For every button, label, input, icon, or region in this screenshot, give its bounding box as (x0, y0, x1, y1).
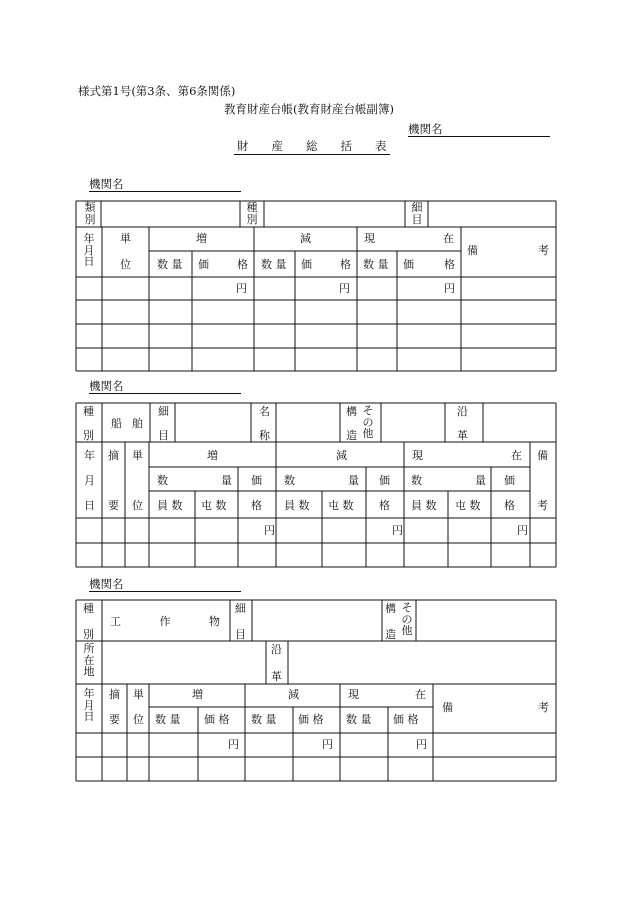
s2-structure-top: 構 (346, 405, 357, 418)
section1-grid (76, 201, 556, 371)
s1-increase-header: 増 (196, 232, 207, 245)
s1-decrease-quantity: 数 量 (261, 258, 287, 271)
s3-decrease-price: 価 格 (298, 713, 324, 726)
s3-current-quantity: 数 量 (346, 713, 372, 726)
s3-structure-name: 工 作 物 (110, 615, 220, 628)
s3-detail-top: 細 (235, 602, 246, 615)
s2-unit-bottom: 位 (132, 499, 143, 512)
s2-current-price-top: 価 (504, 474, 515, 487)
summary-title: 財 産 総 括 表 (237, 139, 387, 153)
s2-structure-bottom: 造 (346, 429, 357, 442)
section2-agency-underline (89, 393, 241, 394)
s1-increase-yen: 円 (236, 282, 247, 295)
s2-type-bottom: 別 (83, 429, 94, 442)
s2-increase-price-bottom: 格 (251, 499, 262, 512)
s2-detail-top: 細 (158, 405, 169, 418)
s1-current-price: 価 格 (403, 258, 455, 271)
s2-unit-top: 単 (132, 449, 143, 462)
header-agency-label: 機関名 (408, 122, 443, 136)
s2-increase-price-top: 価 (251, 474, 262, 487)
s3-structure-top: 構 (385, 602, 396, 615)
s3-history-top: 沿 (271, 643, 282, 656)
s1-type-label: 種 別 (246, 201, 258, 226)
s2-increase-crew: 員 数 (157, 499, 183, 512)
s2-ship-label: 船 舶 (111, 417, 143, 430)
s2-date-year: 年 (84, 449, 95, 462)
s2-decrease-price-bottom: 格 (379, 499, 390, 512)
s2-name-top: 名 (259, 405, 270, 418)
s3-summary-bottom: 要 (109, 713, 120, 726)
s3-unit-bottom: 位 (133, 713, 144, 726)
form-number: 様式第1号(第3条、第6条関係) (78, 84, 236, 98)
s3-current-price: 価 格 (393, 713, 419, 726)
s3-current-yen: 円 (416, 738, 427, 751)
s3-type-top: 種 (83, 602, 94, 615)
s2-increase-quantity: 数 量 (157, 474, 232, 487)
s3-type-bottom: 別 (83, 628, 94, 641)
s3-increase-yen: 円 (228, 738, 239, 751)
s1-unit-top: 単 (120, 232, 131, 245)
s2-current-header: 現 在 (412, 449, 522, 462)
s2-date-day: 日 (84, 499, 95, 512)
s3-summary-top: 摘 (109, 688, 120, 701)
section1-agency-label: 機関名 (89, 177, 124, 191)
s2-history-top: 沿 (457, 405, 468, 418)
s2-decrease-header: 減 (336, 449, 347, 462)
s3-location-label: 所 在 地 (83, 642, 95, 679)
s3-decrease-quantity: 数 量 (251, 713, 277, 726)
s2-increase-tonnage: 屯 数 (201, 499, 227, 512)
s2-date-month: 月 (84, 474, 95, 487)
ledger-title: 教育財産台帳(教育財産台帳副簿) (224, 102, 394, 116)
s1-increase-price: 価 格 (198, 258, 248, 271)
s3-remarks-header: 備 考 (442, 701, 549, 714)
s2-decrease-yen: 円 (392, 524, 403, 537)
s2-decrease-quantity: 数 量 (284, 474, 359, 487)
s3-current-header: 現 在 (348, 688, 426, 701)
s3-decrease-yen: 円 (322, 738, 333, 751)
s1-current-yen: 円 (444, 282, 455, 295)
s1-decrease-price: 価 格 (301, 258, 351, 271)
s3-other-label: そ の 他 (401, 601, 413, 638)
s2-current-crew: 員 数 (411, 499, 437, 512)
s2-decrease-tonnage: 屯 数 (328, 499, 354, 512)
s1-current-quantity: 数 量 (363, 258, 389, 271)
s3-increase-price: 価 格 (204, 713, 230, 726)
s1-increase-quantity: 数 量 (157, 258, 183, 271)
s1-unit-bottom: 位 (120, 258, 131, 271)
s3-increase-header: 増 (192, 688, 203, 701)
section2-agency-label: 機関名 (89, 379, 124, 393)
s2-current-quantity: 数 量 (411, 474, 486, 487)
s2-increase-header: 増 (207, 449, 218, 462)
s1-decrease-yen: 円 (339, 282, 350, 295)
s2-name-bottom: 称 (259, 429, 270, 442)
s2-current-tonnage: 屯 数 (455, 499, 481, 512)
s2-history-bottom: 革 (457, 429, 468, 442)
s2-other-label: そ の 他 (362, 404, 374, 441)
s3-increase-quantity: 数 量 (155, 713, 181, 726)
s2-type-top: 種 (83, 405, 94, 418)
header-agency-underline (408, 136, 550, 137)
s2-current-price-bottom: 格 (504, 499, 515, 512)
s2-summary-top: 摘 (108, 449, 119, 462)
s1-detail-label: 細 目 (411, 201, 423, 226)
s2-remarks-bottom: 考 (537, 499, 548, 512)
s2-detail-bottom: 目 (158, 429, 169, 442)
s2-current-yen: 円 (517, 524, 528, 537)
s2-remarks-top: 備 (537, 449, 548, 462)
section1-agency-underline (89, 191, 241, 192)
s3-decrease-header: 減 (288, 688, 299, 701)
s2-summary-bottom: 要 (108, 499, 119, 512)
section3-agency-label: 機関名 (89, 577, 124, 591)
s3-detail-bottom: 目 (235, 628, 246, 641)
s2-decrease-price-top: 価 (379, 474, 390, 487)
section3-agency-underline (89, 591, 241, 592)
s1-date-label: 年 月 日 (83, 232, 95, 269)
section3-grid (76, 600, 556, 781)
s2-increase-yen: 円 (264, 524, 275, 537)
s3-structure-bottom: 造 (385, 628, 396, 641)
s1-kind-label: 類 別 (84, 201, 96, 226)
s1-remarks-header: 備 考 (467, 244, 549, 257)
s2-decrease-crew: 員 数 (284, 499, 310, 512)
s3-history-bottom: 革 (271, 670, 282, 683)
s1-decrease-header: 減 (300, 232, 311, 245)
summary-title-underline (234, 154, 390, 155)
s3-unit-top: 単 (133, 688, 144, 701)
s3-date-label: 年 月 日 (83, 687, 95, 724)
s1-current-header: 現 在 (364, 232, 454, 245)
